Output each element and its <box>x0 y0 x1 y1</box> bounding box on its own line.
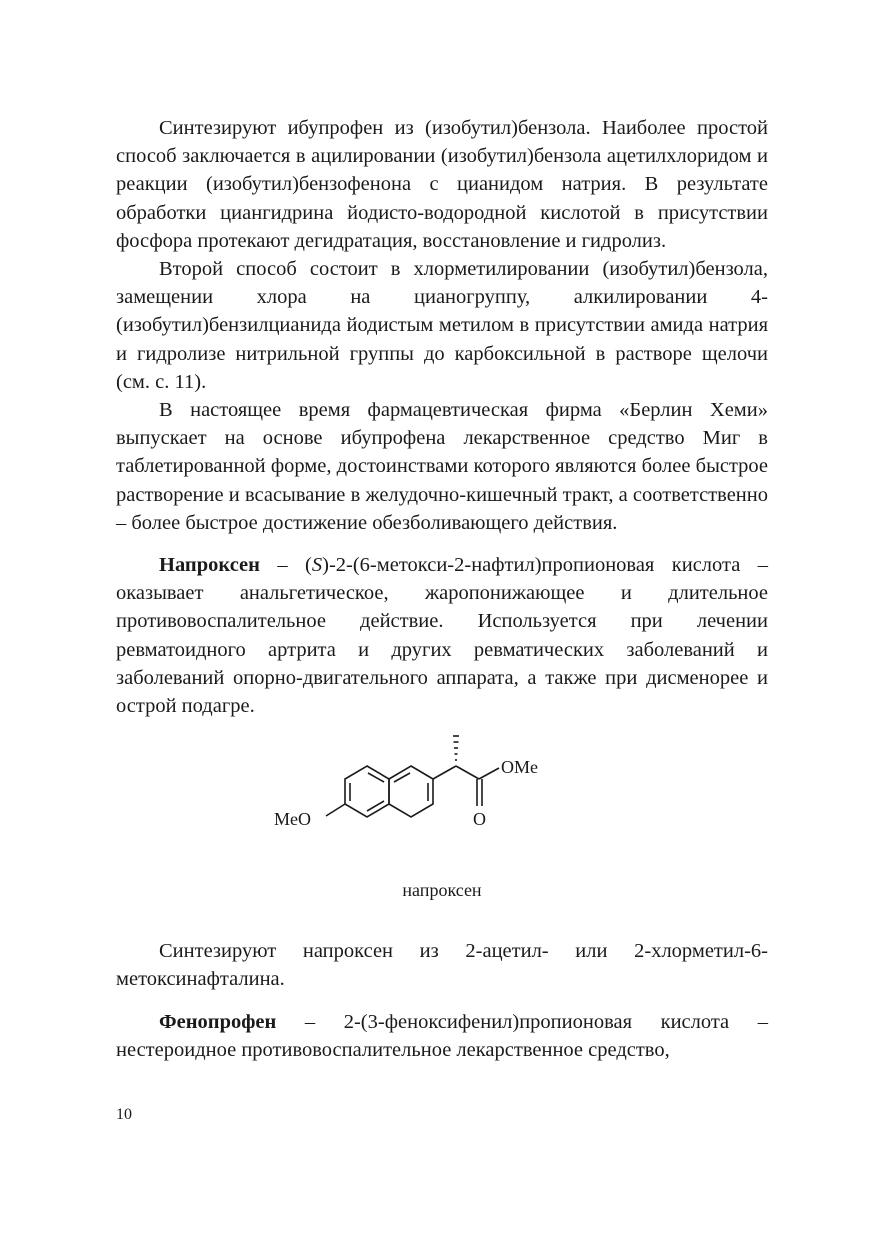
methoxy-bond <box>326 804 345 816</box>
stereo-descriptor: S <box>311 554 323 577</box>
chain-bond-2 <box>456 766 479 779</box>
label-meo: MeO <box>274 809 311 830</box>
label-o: O <box>473 809 486 830</box>
term-naproxen: Напроксен <box>159 554 260 577</box>
dash: – <box>259 554 306 577</box>
naproxen-definition: )-2-(6-метокси-2-нафтил)пропионовая кислота – оказывает анальгетическое, жаропонижающее и длительное противовоспалительное действие. Используется при лечении ревматоидного артрита и других ревматических заболеваний и заболеваний опорно-двигательного аппарата, а также при дисменорее и острой подагре. <box>116 554 768 718</box>
naproxen-structure-diagram <box>116 732 768 872</box>
right-ring <box>389 766 433 817</box>
chain-bond-1 <box>433 766 456 779</box>
ester-bond <box>479 768 499 779</box>
page-body <box>116 114 768 1064</box>
fenoprofen-definition: – 2-(3-феноксифенил)пропионовая кислота – нестероидное противовоспалительное лекарственное средство, <box>116 1010 768 1061</box>
paren-open: ( <box>305 554 312 577</box>
paragraph-fenoprofen <box>116 1008 768 1064</box>
hashed-wedge-methyl <box>453 736 459 760</box>
paragraph-naproxen-synthesis: Синтезируют напроксен из 2-ацетил- или 2-хлорметил-6-метоксинафталина. <box>116 940 768 991</box>
figure-caption: напроксен <box>402 880 482 901</box>
page-number: 10 <box>116 1106 132 1123</box>
paragraph-ibuprofen-synthesis: Синтезируют ибупрофен из (изобутил)бензола. Наиболее простой способ заключается в ацилировании (изобутил)бензола ацетилхлоридом и реакции (изобутил)бензофенона с цианидом натрия. В результате обработки циангидрина йодисто-водородной кислотой в присутствии фосфора протекают дегидратация, восстановление и гидролиз. <box>116 117 768 252</box>
term-fenoprofen: Фенопрофен <box>159 1010 277 1033</box>
paragraph-berlin-chemie: В настоящее время фармацевтическая фирма «Берлин Хеми» выпускает на основе ибупрофена лекарственное средство Миг в таблетированной форме, достоинствами которого являются более быстрое растворение и всасывание в желудочно-кишечный тракт, а соответственно – более быстрое достижение обезболивающего действия. <box>116 399 768 534</box>
left-ring <box>345 766 389 817</box>
naproxen-structure-figure <box>116 732 768 937</box>
label-ome: OMe <box>501 757 538 778</box>
paragraph-naproxen <box>116 551 768 720</box>
paragraph-second-method: Второй способ состоит в хлорметилировании (изобутил)бензола, замещении хлора на цианогруппу, алкилировании 4-(изобутил)бензилцианида йодистым метилом в присутствии амида натрия и гидролизе нитрильной группы до карбоксильной в растворе щелочи (см. с. 11). <box>116 258 768 393</box>
